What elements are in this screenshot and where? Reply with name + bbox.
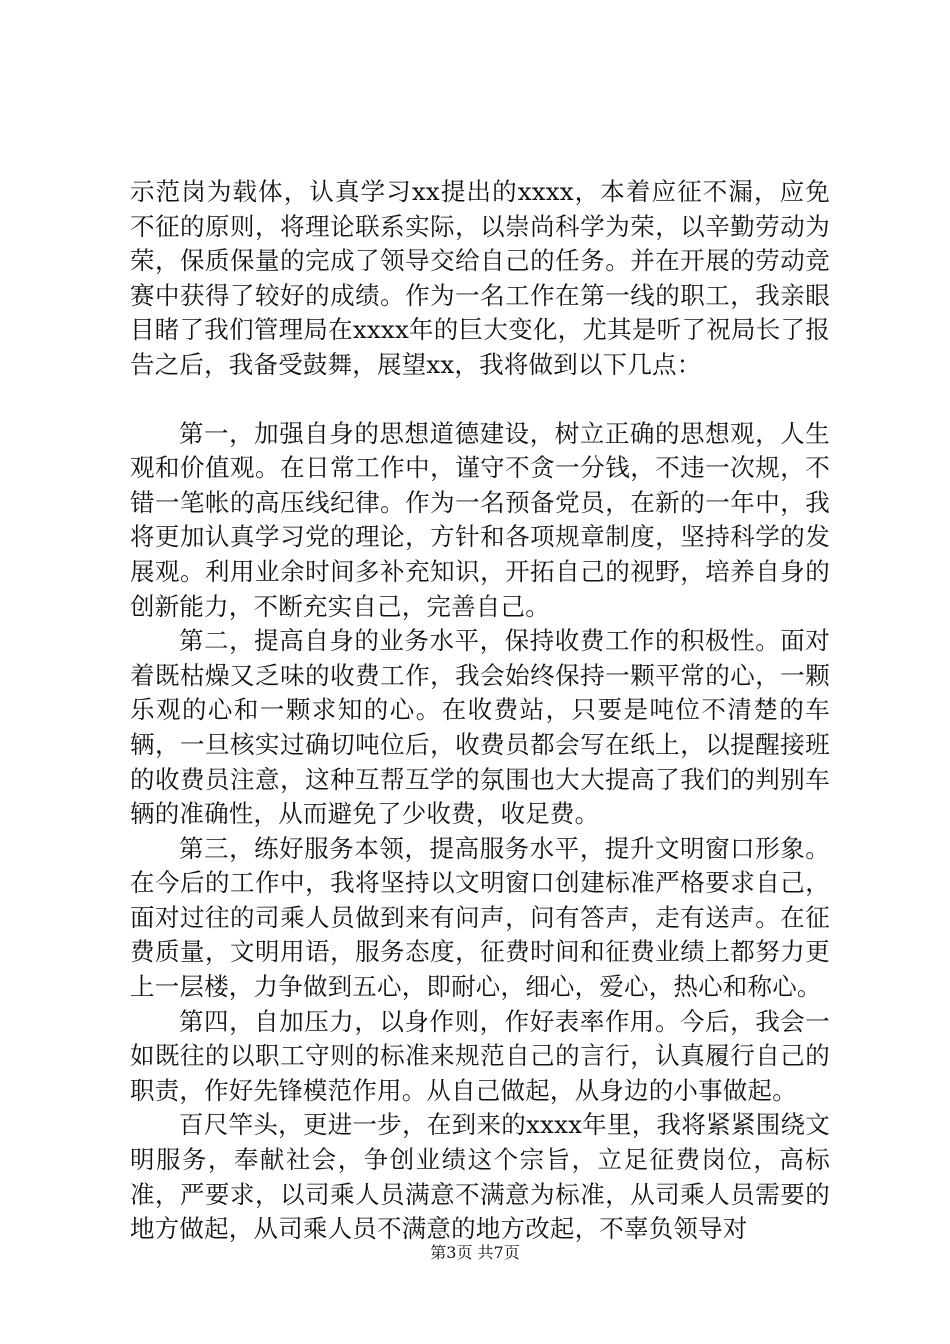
- paragraph-conclusion: 百尺竿头，更进一步，在到来的xxxx年里，我将紧紧围绕文明服务，奉献社会，争创业绩这个宗旨，立足征费岗位，高标准，严要求，以司乘人员满意不满意为标准，从司乘人员需要的地方做起，从司乘人员不满意的地方改起，不辜负领导对: [130, 1110, 830, 1244]
- document-body: [130, 175, 830, 1247]
- page-number-footer: 第3页 共7页: [430, 1243, 520, 1262]
- paragraph-intro: 示范岗为载体，认真学习xx提出的xxxx，本着应征不漏，应免不征的原则，将理论联系实际，以崇尚科学为荣，以辛勤劳动为荣，保质保量的完成了领导交给自己的任务。并在开展的劳动竞赛中获得了较好的成绩。作为一名工作在第一线的职工，我亲眼目睹了我们管理局在xxxx年的巨大变化，尤其是听了祝局长了报告之后，我备受鼓舞，展望xx，我将做到以下几点：: [130, 177, 830, 379]
- paragraph-point-three: 第三，练好服务本领，提高服务水平，提升文明窗口形象。在今后的工作中，我将坚持以文明窗口创建标准严格要求自己，面对过往的司乘人员做到来有问声，问有答声，走有送声。在征费质量，文明用语，服务态度，征费时间和征费业绩上都努力更上一层楼，力争做到五心，即耐心，细心，爱心，热心和称心。: [130, 833, 830, 1002]
- paragraph-point-two: 第二，提高自身的业务水平，保持收费工作的积极性。面对着既枯燥又乏味的收费工作，我会始终保持一颗平常的心，一颗乐观的心和一颗求知的心。在收费站，只要是吨位不清楚的车辆，一旦核实过确切吨位后，收费员都会写在纸上，以提醒接班的收费员注意，这种互帮互学的氛围也大大提高了我们的判别车辆的准确性，从而避免了少收费，收足费。: [130, 626, 830, 829]
- paragraph-point-one: 第一，加强自身的思想道德建设，树立正确的思想观，人生观和价值观。在日常工作中，谨守不贪一分钱，不违一次规，不错一笔帐的高压线纪律。作为一名预备党员，在新的一年中，我将更加认真学习党的理论，方针和各项规章制度，坚持科学的发展观。利用业余时间多补充知识，开拓自己的视野，培养自身的创新能力，不断充实自己，完善自己。: [130, 418, 830, 621]
- paragraph-point-four: 第四，自加压力，以身作则，作好表率作用。今后，我会一如既往的以职工守则的标准来规范自己的言行，认真履行自己的职责，作好先锋模范作用。从自己做起，从身边的小事做起。: [130, 1006, 830, 1105]
